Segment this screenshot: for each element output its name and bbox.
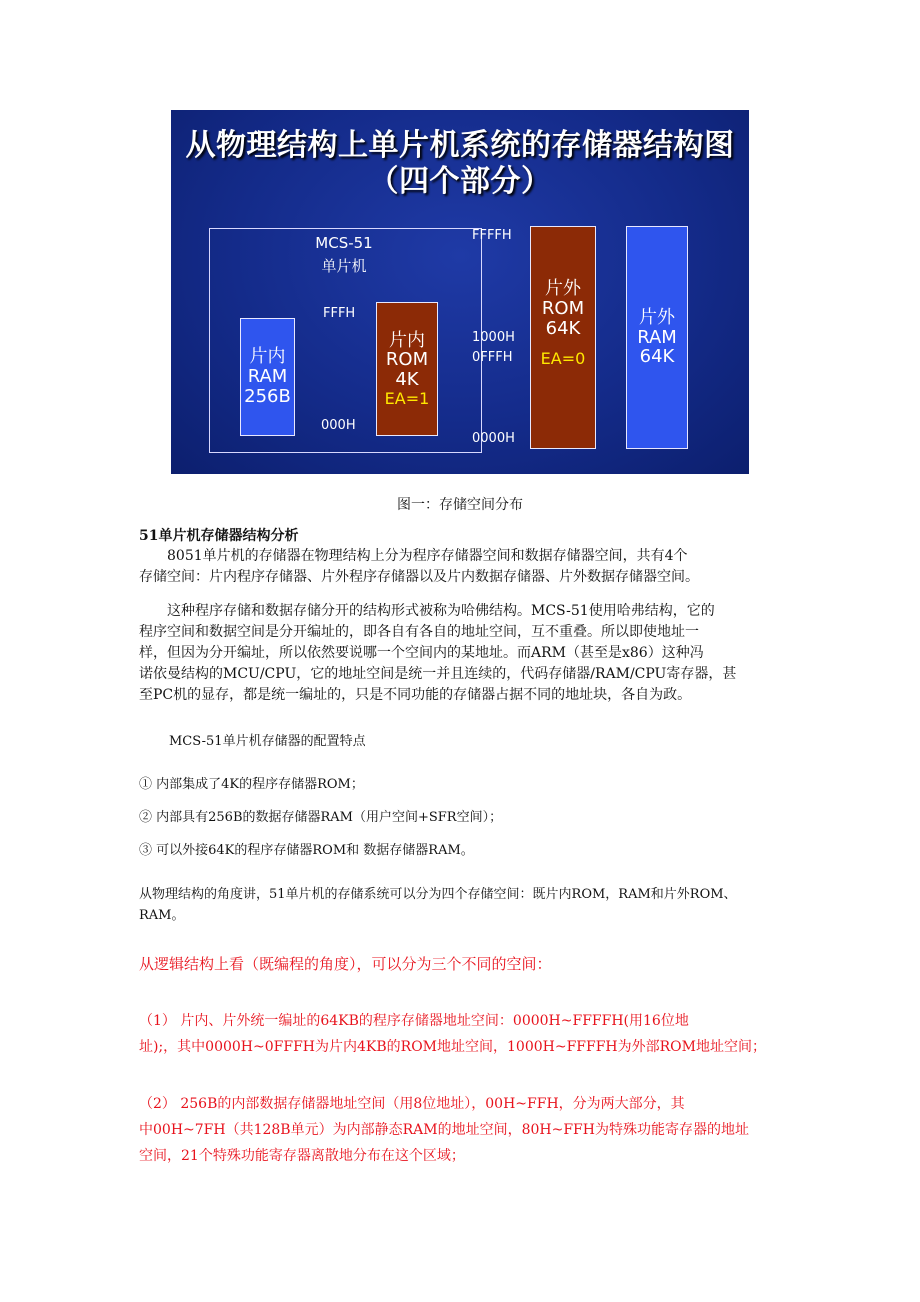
para2-line5: 至PC机的显存，都是统一编址的，只是不同功能的存储器占据不同的地址块，各自为政。 xyxy=(139,687,692,703)
external-ram-line1: 片外 xyxy=(639,306,675,328)
chip-label: 单片机 xyxy=(321,257,367,275)
internal-ram-block xyxy=(240,318,295,436)
addr-1000h: 1000H xyxy=(472,330,515,345)
para1-line2: 存储空间：片内程序存储器、片外程序存储器以及片内数据存储器、片外数据存储器空间。 xyxy=(139,569,699,585)
logic-item-2-line1: （2） 256B的内部数据存储器地址空间（用8位地址），00H~FFH，分为两大部分，其 xyxy=(139,1096,685,1112)
addr-ffffh: FFFFH xyxy=(472,228,512,243)
internal-rom-line3: 4K xyxy=(395,369,419,391)
diagram-title-line2: （四个部分） xyxy=(368,164,552,199)
logic-structure-title: 从逻辑结构上看（既编程的角度），可以分为三个不同的空间： xyxy=(139,955,552,973)
logic-item-2-line3: 空间，21个特殊功能寄存器离散地分布在这个区域； xyxy=(139,1148,465,1164)
external-ram-line3: 64K xyxy=(639,346,675,368)
internal-ram-line3: 256B xyxy=(244,385,291,407)
external-rom-line1: 片外 xyxy=(545,278,581,299)
section-title: 51单片机存储器结构分析 xyxy=(139,528,299,544)
addr-000h: 000H xyxy=(321,418,356,433)
internal-ram-line1: 片内 xyxy=(249,346,286,368)
external-rom-ea: EA=0 xyxy=(540,349,586,369)
external-rom-block xyxy=(530,226,596,449)
para2-line1: 这种程序存储和数据存储分开的结构形式被称为哈佛结构。MCS-51使用哈弗结构，它的 xyxy=(167,603,715,619)
summary-line2: RAM。 xyxy=(139,908,185,923)
addr-fffh: FFFH xyxy=(323,306,356,321)
memory-structure-diagram xyxy=(171,110,749,474)
internal-rom-block xyxy=(376,302,438,436)
para2-line4: 诺依曼结构的MCU/CPU，它的地址空间是统一并且连续的，代码存储器/RAM/CPU寄存器，甚 xyxy=(139,666,737,682)
diagram-title-line1: 从物理结构上单片机系统的存储器结构图 xyxy=(185,128,735,163)
config-item-2: ② 内部具有256B的数据存储器RAM（用户空间+SFR空间）； xyxy=(139,810,503,825)
summary-line1: 从物理结构的角度讲，51单片机的存储系统可以分为四个存储空间：既片内ROM，RAM和片外ROM、 xyxy=(139,887,737,902)
external-rom-line3: 64K xyxy=(545,317,581,339)
internal-rom-line2: ROM xyxy=(385,349,429,371)
para2-line2: 程序空间和数据空间是分开编址的，即各自有各自的地址空间，互不重叠。所以即使地址一 xyxy=(139,624,699,640)
logic-item-1-line2: 址);，其中0000H~0FFFH为片内4KB的ROM地址空间，1000H~FFFFH为外部ROM地址空间； xyxy=(139,1039,766,1055)
mcs51-label: MCS-51 xyxy=(315,234,373,252)
config-title: MCS-51单片机存储器的配置特点 xyxy=(169,734,366,749)
config-item-1: ① 内部集成了4K的程序存储器ROM； xyxy=(139,777,364,792)
figure-caption: 图一：存储空间分布 xyxy=(397,497,523,513)
external-rom-line2: ROM xyxy=(541,297,585,319)
internal-ram-line2: RAM xyxy=(247,366,288,388)
addr-0fffh: 0FFFH xyxy=(472,350,513,365)
config-item-3: ③ 可以外接64K的程序存储器ROM和 数据存储器RAM。 xyxy=(139,843,474,858)
para1-line1: 8051单片机的存储器在物理结构上分为程序存储器空间和数据存储器空间，共有4个 xyxy=(167,548,688,564)
external-ram-line2: RAM xyxy=(637,326,677,348)
addr-0000h: 0000H xyxy=(472,431,515,446)
internal-rom-line1: 片内 xyxy=(389,329,425,351)
external-ram-block xyxy=(626,226,688,449)
logic-item-1-line1: （1） 片内、片外统一编址的64KB的程序存储器地址空间：0000H~FFFFH(用16位地 xyxy=(139,1013,689,1029)
internal-rom-ea: EA=1 xyxy=(384,388,430,408)
logic-item-2-line2: 中00H~7FH（共128B单元）为内部静态RAM的地址空间，80H~FFH为特殊功能寄存器的地址 xyxy=(139,1122,749,1138)
para2-line3: 样，但因为分开编址，所以依然要说哪一个空间内的某地址。而ARM（甚至是x86）这种冯 xyxy=(139,645,704,661)
